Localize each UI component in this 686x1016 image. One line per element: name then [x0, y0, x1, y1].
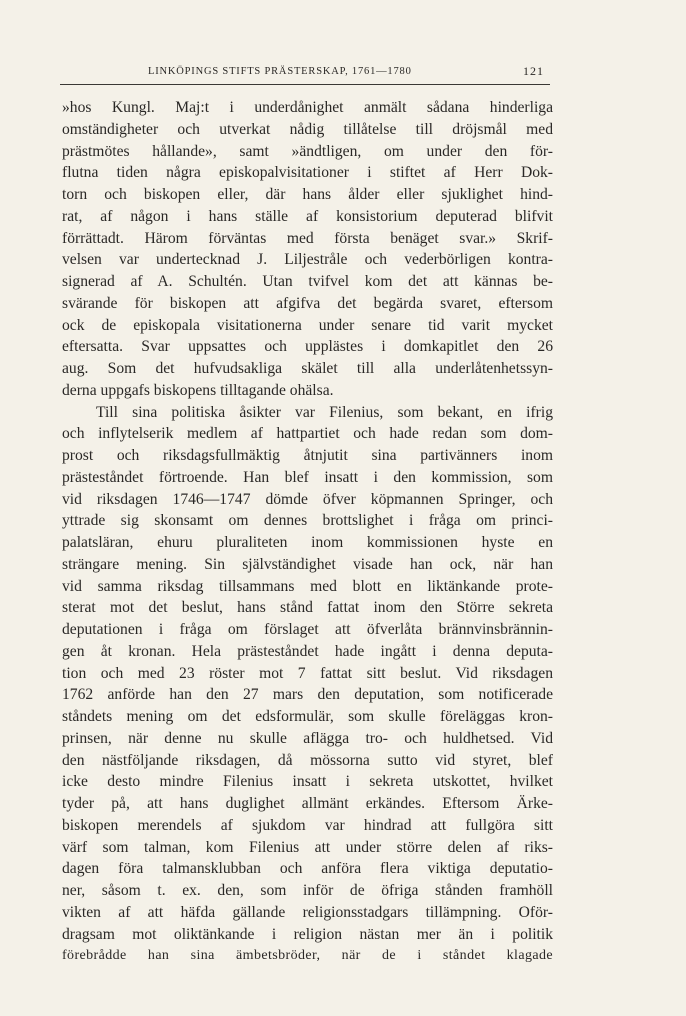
text-line: dagen föra talmansklubban och anföra flera viktiga deputatio-	[62, 860, 553, 878]
text-line: vikten af att häfda gällande religionsstadgars tillämpning. Oför-	[62, 903, 553, 921]
text-line: »hos Kungl. Maj:t i underdånighet anmält sådana hinderliga	[62, 99, 553, 116]
text-line: biskopen merendels af sjukdom var hindrad att fullgöra sitt	[62, 816, 553, 834]
text-line: deputationen i fråga om förslaget att öfverlåta brännvinsbrännin-	[62, 621, 553, 638]
text-line: gen åt kronan. Hela prästeståndet hade ingått i denna deputa-	[62, 642, 553, 660]
text-line: förrättadt. Härom förväntas med första benäget svar.» Skrif-	[62, 229, 553, 247]
paragraph-end-line: derna uppgafs biskopens tilltagande ohälsa.	[62, 381, 334, 399]
text-line: prost och riksdagsfullmäktig åtnjutit sina partivänners inom	[62, 447, 553, 464]
text-line: tion och med 23 röster mot 7 fattat sitt beslut. Vid riksdagen	[62, 664, 553, 682]
text-line: strängare mening. Sin självständighet visade han ock, när han	[62, 555, 553, 573]
text-line: sterat mot det beslut, hans stånd fattat inom den Större sekreta	[62, 599, 553, 617]
text-line: tyder på, att hans duglighet allmänt erkändes. Eftersom Ärke-	[62, 795, 553, 812]
text-line: prinsen, när denne nu skulle aflägga tro- och huldhetsed. Vid	[62, 729, 553, 747]
text-line: prästmötes hållande», samt »ändtligen, om under den för-	[62, 142, 553, 160]
text-line: icke desto mindre Filenius insatt i sekreta utskottet, hvilket	[62, 773, 553, 791]
text-line: vid riksdagen 1746—1747 dömde öfver köpmannen Springer, och	[62, 490, 553, 508]
text-line: ock de episkopala visitationerna under senare tid varit mycket	[62, 316, 553, 334]
body-text	[62, 97, 553, 967]
text-line: rat, af någon i hans ställe af konsistorium deputerad blifvit	[62, 207, 553, 225]
text-line: värf som talman, kom Filenius att under större delen af riks-	[62, 838, 553, 856]
text-line: 1762 anförde han den 27 mars den deputation, som notificerade	[62, 686, 553, 704]
page-number: 121	[523, 64, 544, 78]
text-line: eftersatta. Svar uppsattes och upplästes i domkapitlet den 26	[62, 338, 553, 356]
text-line: den nästföljande riksdagen, då mössorna sutto vid styret, blef	[62, 751, 553, 769]
running-head	[60, 64, 550, 85]
text-line: dragsam mot oliktänkande i religion nästan mer än i politik	[62, 925, 553, 943]
text-line: och inflytelserik medlem af hattpartiet och hade redan som dom-	[62, 425, 553, 443]
running-title: LINKÖPINGS STIFTS PRÄSTERSKAP, 1761—1780	[148, 66, 412, 77]
text-line: ståndets mening om det edsformulär, som skulle föreläggas kron-	[62, 708, 553, 725]
text-line: torn och biskopen eller, där hans ålder eller sjuklighet hind-	[62, 186, 553, 203]
paragraph-start-line: Till sina politiska åsikter var Filenius, som bekant, en ifrig	[96, 403, 553, 421]
text-line: yttrade sig skonsamt om dennes brottslighet i fråga om princi-	[62, 512, 553, 530]
text-line: vid samma riksdag tillsammans med blott en liktänkande prote-	[62, 577, 553, 595]
text-line: svärande för biskopen att afgifva det begärda svaret, eftersom	[62, 294, 553, 312]
text-line: förebrådde han sina ämbetsbröder, när de i ståndet klagade	[62, 948, 553, 964]
text-line: prästeståndet förtroende. Han blef insatt i den kommission, som	[62, 468, 553, 486]
text-line: palatsläran, ehuru pluraliteten inom kommissionen hyste en	[62, 534, 553, 551]
text-line: omständigheter och utverkat nådig tillåtelse till dröjsmål med	[62, 120, 553, 138]
text-line: flutna tiden några episkopalvisitationer i stiftet af Herr Dok-	[62, 164, 553, 182]
text-line: velsen var undertecknad J. Liljestråle och vederbörligen kontra-	[62, 251, 553, 269]
text-line: aug. Som det hufvudsakliga skälet till alla underlåtenhetssyn-	[62, 360, 553, 377]
text-line: ner, såsom t. ex. den, som inför de öfriga stånden framhöll	[62, 882, 553, 899]
text-line: signerad af A. Schultén. Utan tvifvel kom det att kännas be-	[62, 273, 553, 290]
